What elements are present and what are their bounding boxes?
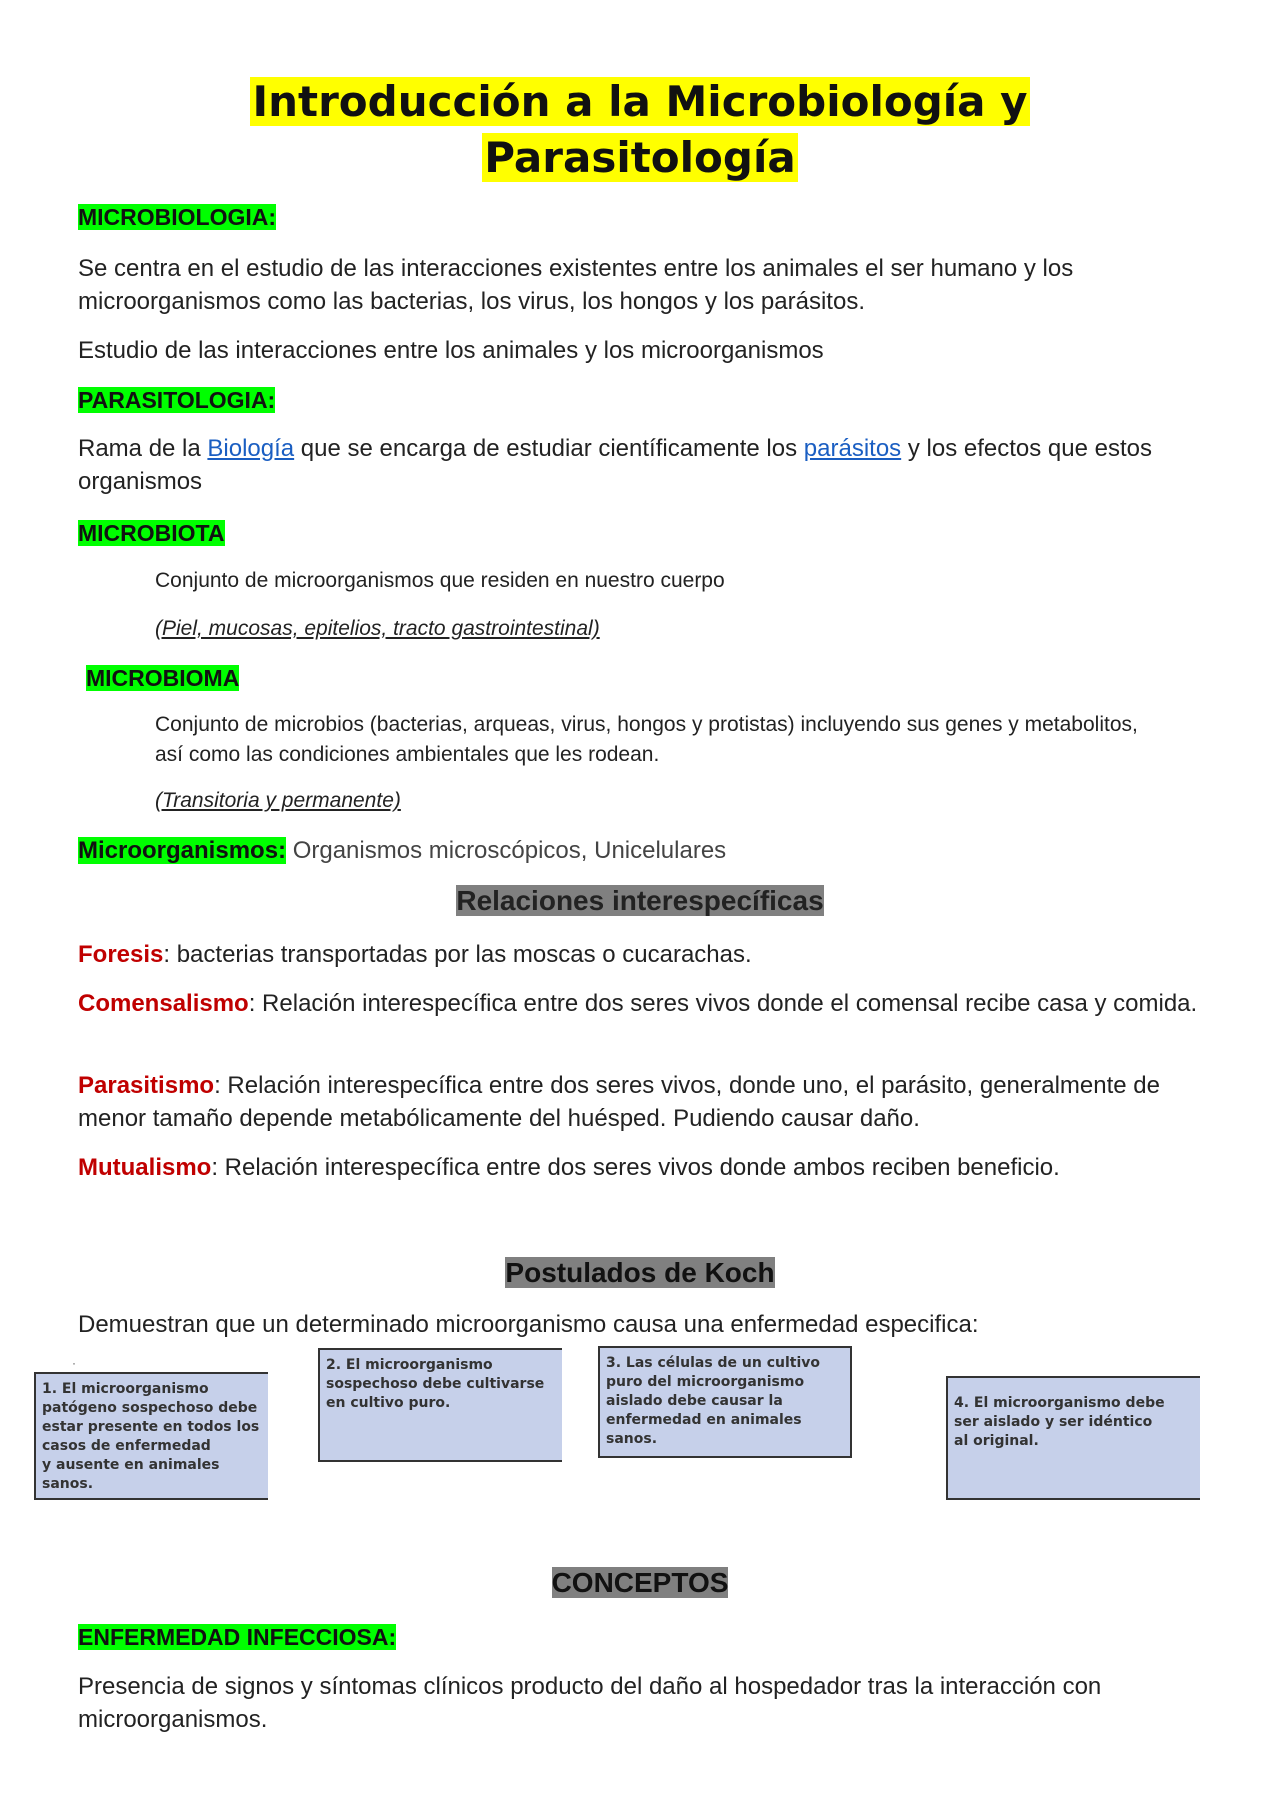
enfermedad-definition: Presencia de signos y síntomas clínicos producto del daño al hospedador tras la interacción con microorganismos.	[78, 1673, 1102, 1733]
microorganismos-definition: Organismos microscópicos, Unicelulares	[286, 837, 727, 864]
microbiologia-label: MICROBIOLOGIA:	[78, 204, 277, 230]
koch-postulate-text: 1. El microorganismo patógeno sospechoso debe estar presente en todos los casos de enfermedad y ausente en animales sanos.	[42, 1381, 260, 1492]
koch-heading-wrap	[0, 1256, 1280, 1290]
microorganismos-line	[78, 834, 1208, 867]
koch-postulate-box	[34, 1372, 268, 1500]
microbiota-definition: Conjunto de microorganismos que residen en nuestro cuerpo	[155, 569, 725, 592]
relacion-term: Parasitismo	[78, 1072, 215, 1099]
koch-postulate-text: 2. El microorganismo sospechoso debe cultivarse en cultivo puro.	[326, 1357, 545, 1411]
relacion-term: Mutualismo	[78, 1154, 212, 1181]
parasitologia-section	[78, 386, 275, 414]
title-line-2: Parasitología	[484, 133, 796, 182]
microbioma-label: MICROBIOMA	[86, 665, 240, 691]
microbiota-note: (Piel, mucosas, epitelios, tracto gastrointestinal)	[155, 617, 600, 640]
microbioma-note: (Transitoria y permanente)	[155, 789, 401, 812]
document-title	[0, 74, 1280, 186]
microorganismos-label: Microorganismos:	[78, 837, 287, 864]
microbioma-section	[86, 664, 239, 692]
parasitologia-label: PARASITOLOGIA:	[78, 387, 276, 413]
relaciones-heading-wrap	[0, 884, 1280, 918]
conceptos-heading: CONCEPTOS	[551, 1567, 729, 1598]
relacion-item	[78, 987, 1208, 1020]
koch-postulate-box	[318, 1348, 562, 1462]
biologia-link[interactable]: Biología	[207, 435, 295, 462]
title-line-1: Introducción a la Microbiología y	[252, 77, 1028, 126]
microbioma-definition: Conjunto de microbios (bacterias, arqueas, virus, hongos y protistas) incluyendo sus genes y metabolitos, así como las condiciones ambientales que les rodean.	[155, 713, 1138, 766]
koch-heading: Postulados de Koch	[505, 1257, 775, 1288]
koch-postulate-box	[598, 1346, 852, 1458]
relacion-definition: : bacterias transportadas por las moscas o cucarachas.	[163, 941, 752, 968]
relacion-item	[78, 1069, 1208, 1135]
koch-postulate-text: 3. Las células de un cultivo puro del microorganismo aislado debe causar la enfermedad en animales sanos.	[606, 1355, 821, 1447]
relacion-term: Comensalismo	[78, 990, 249, 1017]
microbiologia-definition: Se centra en el estudio de las interacciones existentes entre los animales el ser humano y los microorganismos como las bacterias, los virus, los hongos y los parásitos.	[78, 255, 1074, 315]
koch-postulate-box	[946, 1376, 1200, 1500]
microbiologia-section	[78, 203, 276, 231]
microbiologia-summary: Estudio de las interacciones entre los animales y los microorganismos	[78, 337, 824, 364]
koch-intro: Demuestran que un determinado microorganismo causa una enfermedad especifica:	[78, 1311, 979, 1338]
scan-dot: ·	[72, 1356, 76, 1370]
parasitos-link[interactable]: parásitos	[803, 435, 902, 462]
microbiota-section	[78, 519, 225, 547]
relacion-item	[78, 938, 1208, 971]
microbiota-label: MICROBIOTA	[78, 520, 225, 546]
parasitologia-definition	[78, 432, 1208, 498]
relacion-item	[78, 1151, 1208, 1184]
relacion-term: Foresis	[78, 941, 164, 968]
relaciones-heading: Relaciones interespecíficas	[456, 885, 824, 916]
parasitologia-def-post: y los efectos que estos organismos	[78, 435, 1152, 495]
parasitologia-def-pre: Rama de la	[78, 435, 208, 462]
parasitologia-def-mid: que se encarga de estudiar científicamente los	[294, 435, 804, 462]
enfermedad-section	[78, 1623, 396, 1651]
enfermedad-label: ENFERMEDAD INFECCIOSA:	[78, 1624, 397, 1650]
conceptos-heading-wrap	[0, 1566, 1280, 1600]
relacion-definition: : Relación interespecífica entre dos seres vivos donde ambos reciben beneficio.	[211, 1154, 1060, 1181]
relacion-definition: : Relación interespecífica entre dos seres vivos, donde uno, el parásito, generalmente de menor tamaño depende metabólicamente del huésped. Pudiendo causar daño.	[78, 1072, 1160, 1132]
koch-postulate-text: 4. El microorganismo debe ser aislado y ser idéntico al original.	[954, 1395, 1165, 1449]
relacion-definition: : Relación interespecífica entre dos seres vivos donde el comensal recibe casa y comida.	[248, 990, 1198, 1017]
